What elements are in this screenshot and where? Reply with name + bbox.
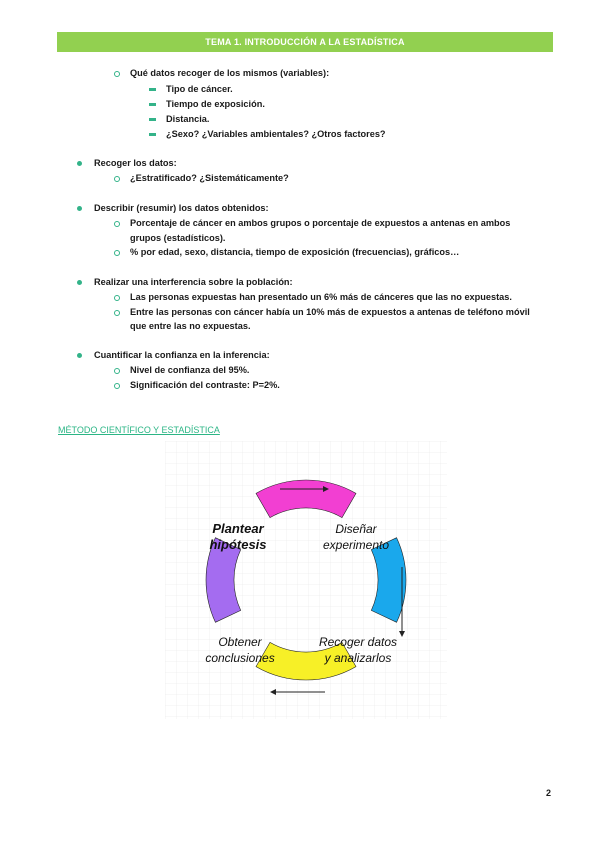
- list-item: Porcentaje de cáncer en ambos grupos o porcentaje de expuestos a antenas en ambos: [130, 218, 511, 228]
- dash-bullet-icon: [149, 103, 156, 106]
- list-item: Distancia.: [166, 114, 210, 124]
- header-title: TEMA 1. INTRODUCCIÓN A LA ESTADÍSTICA: [205, 37, 405, 47]
- list-item: Realizar una interferencia sobre la población:: [94, 277, 293, 287]
- label-disenar-line2: experimento: [322, 538, 390, 552]
- dash-bullet-icon: [149, 118, 156, 121]
- page-header: [57, 32, 553, 52]
- list-item: Describir (resumir) los datos obtenidos:: [94, 203, 269, 213]
- list-item: Recoger los datos:: [94, 158, 177, 168]
- list-item: % por edad, sexo, distancia, tiempo de exposición (frecuencias), gráficos…: [130, 247, 460, 257]
- list-item: Entre las personas con cáncer había un 10% más de expuestos a antenas de teléfono móvil: [130, 307, 530, 317]
- circle-bullet-icon: [114, 383, 120, 389]
- dot-bullet-icon: [77, 280, 82, 285]
- label-plantear-line1: Plantear: [212, 521, 264, 536]
- dot-bullet-icon: [77, 161, 82, 166]
- list-item: ¿Sexo? ¿Variables ambientales? ¿Otros factores?: [166, 129, 386, 139]
- circle-bullet-icon: [114, 221, 120, 227]
- label-obtener-line1: Obtener: [218, 635, 262, 649]
- list-item: Tiempo de exposición.: [166, 99, 265, 109]
- list-item: Qué datos recoger de los mismos (variables):: [130, 68, 330, 78]
- label-obtener-line2: conclusiones: [205, 651, 275, 665]
- list-item: Las personas expuestas han presentado un 6% más de cánceres que las no expuestas.: [130, 292, 512, 302]
- label-recoger-line1: Recoger datos: [318, 635, 398, 649]
- circle-bullet-icon: [114, 368, 120, 374]
- label-recoger-line2: y analizarlos: [324, 651, 392, 665]
- list-item: Tipo de cáncer.: [166, 84, 233, 94]
- label-disenar-line1: Diseñar: [335, 522, 377, 536]
- circle-bullet-icon: [114, 250, 120, 256]
- label-plantear-line2: hipótesis: [209, 537, 267, 552]
- dash-bullet-icon: [149, 133, 156, 136]
- dot-bullet-icon: [77, 353, 82, 358]
- page-number: 2: [546, 788, 552, 798]
- list-item: ¿Estratificado? ¿Sistemáticamente?: [130, 173, 289, 183]
- list-item: Cuantificar la confianza en la inferencia:: [94, 350, 270, 360]
- dash-bullet-icon: [149, 88, 156, 91]
- circle-bullet-icon: [114, 310, 120, 316]
- list-item: grupos (estadísticos).: [130, 233, 226, 243]
- list-item: Nivel de confianza del 95%.: [130, 365, 250, 375]
- scientific-method-cycle-diagram: [165, 441, 447, 719]
- list-item: que entre las no expuestas.: [130, 321, 251, 331]
- circle-bullet-icon: [114, 71, 120, 77]
- list-item: Significación del contraste: P=2%.: [130, 380, 280, 390]
- circle-bullet-icon: [114, 295, 120, 301]
- circle-bullet-icon: [114, 176, 120, 182]
- section-heading: MÉTODO CIENTÍFICO Y ESTADÍSTICA: [58, 425, 220, 435]
- dot-bullet-icon: [77, 206, 82, 211]
